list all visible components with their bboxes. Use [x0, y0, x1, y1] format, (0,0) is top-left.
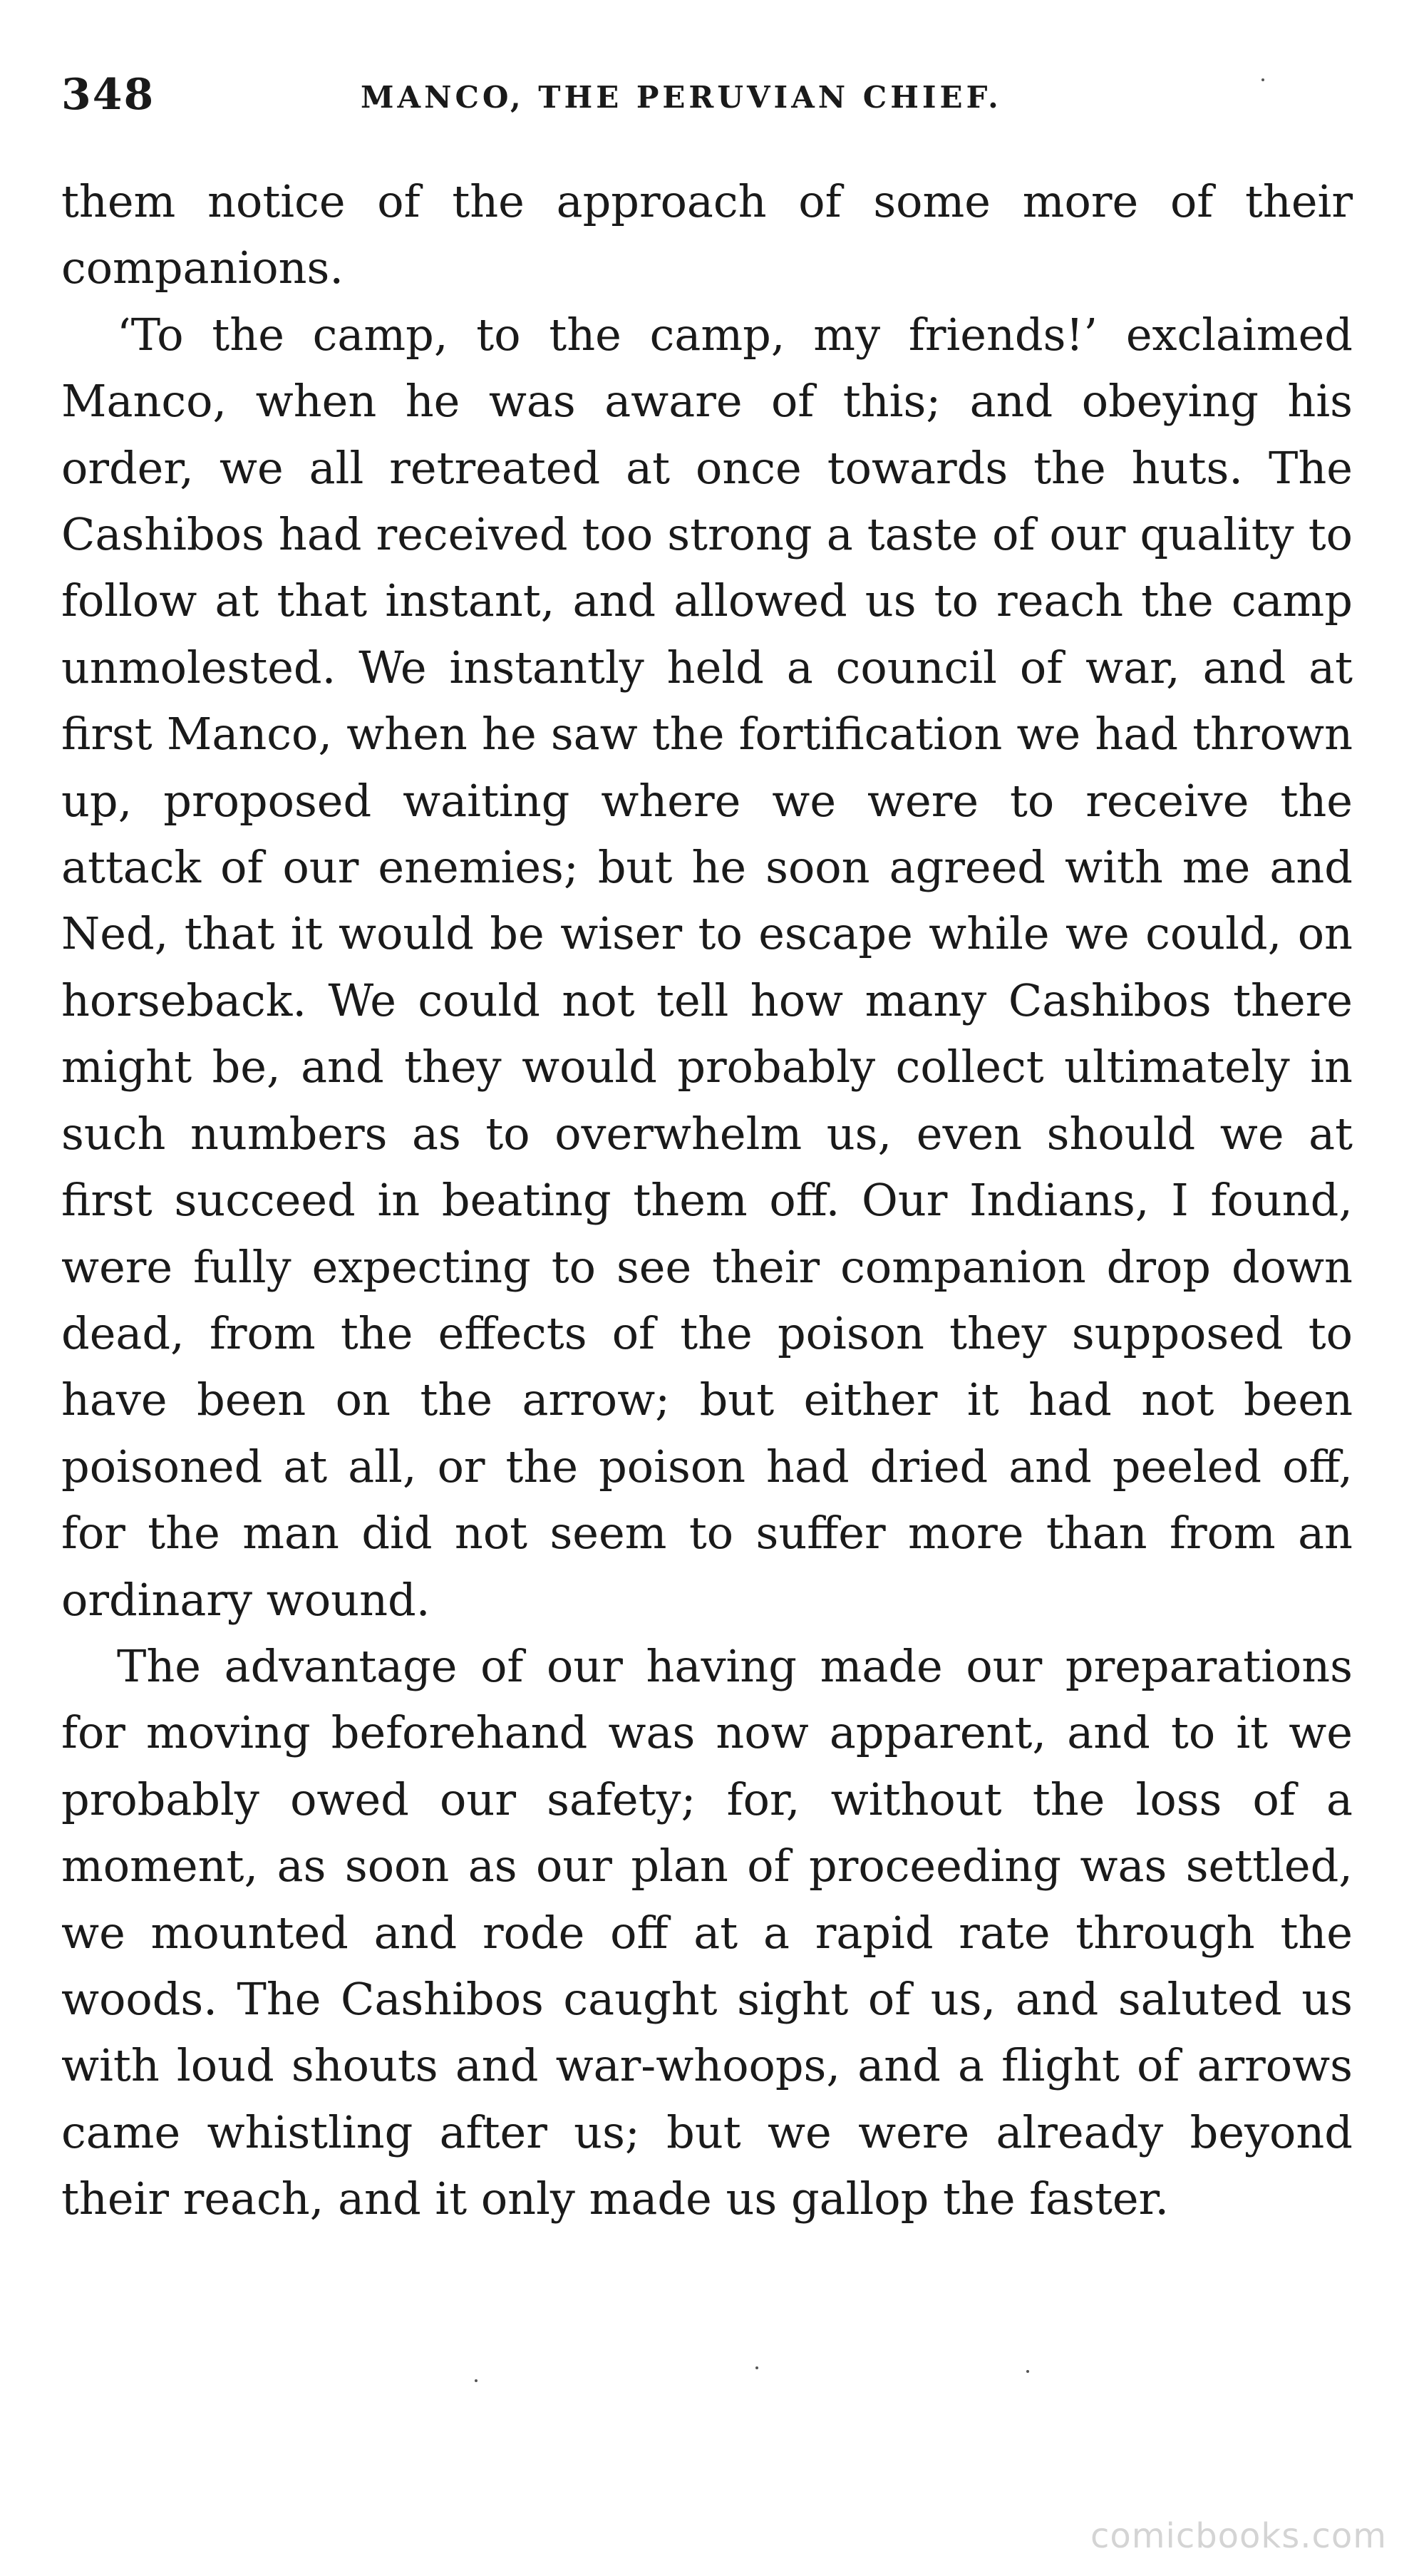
page-header — [61, 70, 1353, 127]
print-speck — [755, 2366, 758, 2369]
running-head: MANCO, THE PERUVIAN CHIEF. — [361, 80, 1002, 115]
watermark: comicbooks.com — [1090, 2516, 1387, 2556]
print-speck — [1026, 2370, 1029, 2373]
page-number: 348 — [61, 70, 155, 120]
paragraph-2: ‘To the camp, to the camp, my friends!’ exclaimed Manco, when he was aware of this; and obeying his order, we all retreated at once towards the huts. The Cashibos had received too strong a taste of our quality to follow at that instant, and allowed us to reach the camp unmolested. We instantly held a council of war, and at first Manco, when he saw the fortification we had thrown up, proposed waiting where we were to receive the attack of our enemies; but he soon agreed with me and Ned, that it would be wiser to escape while we could, on horseback. We could not tell how many Cashibos there might be, and they would probably collect ultimately in such numbers as to overwhelm us, even should we at first succeed in beating them off. Our Indians, I found, were fully expecting to see their companion drop down dead, from the effects of the poison they supposed to have been on the arrow; but either it had not been poisoned at all, or the poison had dried and peeled off, for the man did not seem to suffer more than from an ordinary wound. — [61, 308, 1353, 1626]
body-text — [61, 168, 1353, 2232]
print-speck — [1261, 78, 1264, 81]
print-speck — [475, 2379, 478, 2382]
paragraph-1: them notice of the approach of some more of their companions. — [61, 175, 1353, 294]
paragraph-3: The advantage of our having made our preparations for moving beforehand was now apparent, and to it we probably owed our safety; for, without the loss of a moment, as soon as our plan of proceeding was settled, we mounted and rode off at a rapid rate through the woods. The Cashibos caught sight of us, and saluted us with loud shouts and war-whoops, and a flight of arrows came whistling after us; but we were already beyond their reach, and it only made us gallop the faster. — [61, 1639, 1353, 2225]
